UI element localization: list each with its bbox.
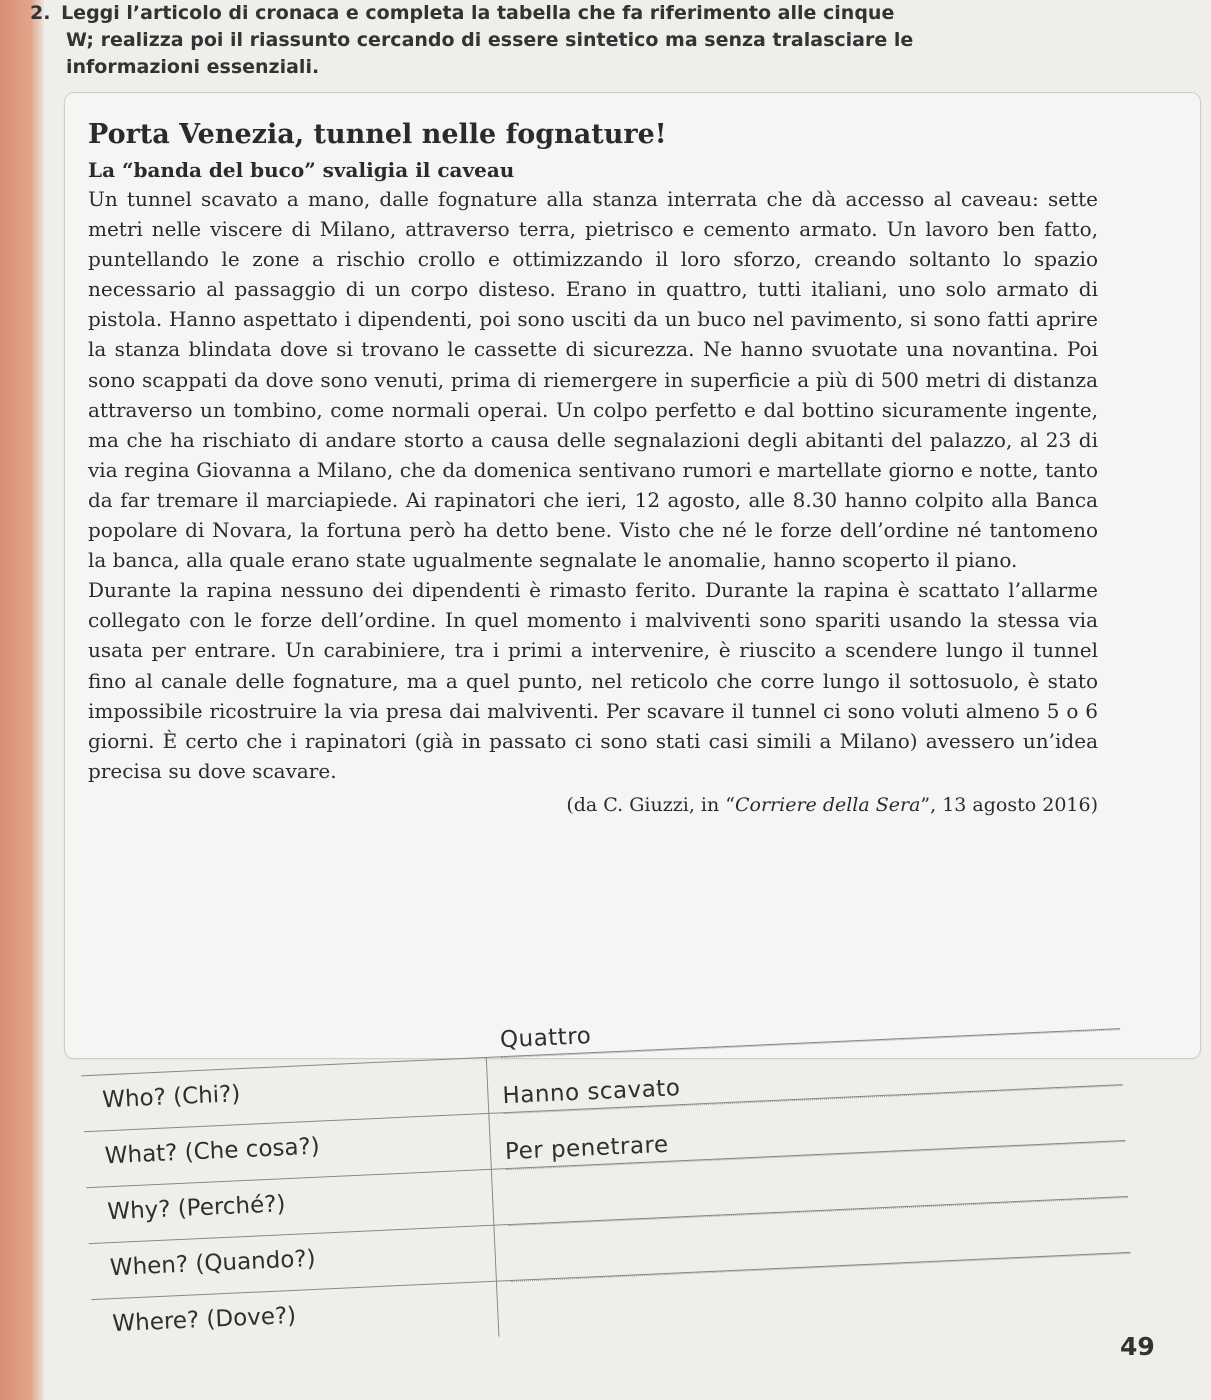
question-why: Why? (Perché?)	[106, 1191, 286, 1226]
news-article	[88, 118, 1098, 820]
answer-who[interactable]: Quattro	[499, 1023, 592, 1054]
exercise-line-3: informazioni essenziali.	[66, 56, 320, 78]
exercise-number: 2.	[30, 2, 51, 24]
exercise-line-1	[30, 0, 1200, 27]
page-number: 49	[1120, 1332, 1155, 1361]
article-source	[88, 790, 1098, 820]
source-newspaper: Corriere della Sera	[734, 793, 921, 816]
exercise-line-2: W; realizza poi il riassunto cercando di essere sintetico ma senza tralasciare le	[66, 29, 914, 51]
exercise-text-1: Leggi l’articolo di cronaca e completa la tabella che fa riferimento alle cinque	[61, 2, 895, 24]
page-margin-strip	[0, 0, 44, 1400]
source-suffix: ”, 13 agosto 2016)	[920, 793, 1098, 816]
article-title: Porta Venezia, tunnel nelle fognature!	[88, 119, 667, 150]
article-paragraph-1: Un tunnel scavato a mano, dalle fognature alla stanza interrata che dà accesso al caveau: sette metri nelle viscere di Milano, attraverso terra, pietrisco e cemento armato. Un lavoro ben fatto, puntellando le zone a rischio crollo e ottimizzando il loro sforzo, creando soltanto lo spazio necessario al passaggio di un corpo disteso. Erano in quattro, tutti italiani, uno solo armato di pistola. Hanno aspettato i dipendenti, poi sono usciti da un buco nel pavimento, si sono fatti aprire la stanza blindata dove si trovano le cassette di sicurezza. Ne hanno svuotate una novantina. Poi sono scappati da dove sono venuti, prima di riemergere in superficie a più di 500 metri di distanza attraverso un tombino, come normali operai. Un colpo perfetto e dal bottino sicuramente ingente, ma che ha rischiato di andare storto a causa delle segnalazioni degli abitanti del palazzo, al 23 di via regina Giovanna a Milano, che da domenica sentivano rumori e martellate giorno e notte, tanto da far tremare il marciapiede. Ai rapinatori che ieri, 12 agosto, alle 8.30 hanno colpito alla Banca popolare di Novara, la fortuna però ha detto bene. Visto che né le forze dell’ordine né tantomeno la banca, alla quale erano state ugualmente segnalate le anomalie, hanno scoperto il piano.	[88, 187, 1098, 573]
question-where: Where? (Dove?)	[111, 1302, 297, 1338]
answer-what[interactable]: Hanno scavato	[501, 1075, 681, 1110]
source-prefix: (da C. Giuzzi, in “	[566, 793, 735, 816]
answer-why[interactable]: Per penetrare	[504, 1131, 670, 1166]
article-subtitle: La “banda del buco” svaligia il caveau	[88, 158, 515, 182]
question-who: Who? (Chi?)	[101, 1081, 241, 1114]
article-paragraph-2: Durante la rapina nessuno dei dipendenti è rimasto ferito. Durante la rapina è scattato l’allarme collegato con le forze dell’ordine. In quel momento i malviventi sono spariti usando la stessa via usata per entrare. Un carabiniere, tra i primi a intervenire, è riuscito a scendere lungo il tunnel fino al canale delle fognature, ma a quel punto, nel reticolo che corre lungo il sottosuolo, è stato impossibile ricostruire la via presa dai malviventi. Per scavare il tunnel ci sono voluti almeno 5 o 6 giorni. È certo che i rapinatori (già in passato ci sono stati casi simili a Milano) avessero un’idea precisa su dove scavare.	[88, 578, 1098, 783]
five-w-table	[81, 1023, 1134, 1380]
question-what: What? (Che cosa?)	[104, 1133, 321, 1170]
exercise-instructions	[30, 0, 1200, 81]
question-when: When? (Quando?)	[109, 1245, 317, 1282]
